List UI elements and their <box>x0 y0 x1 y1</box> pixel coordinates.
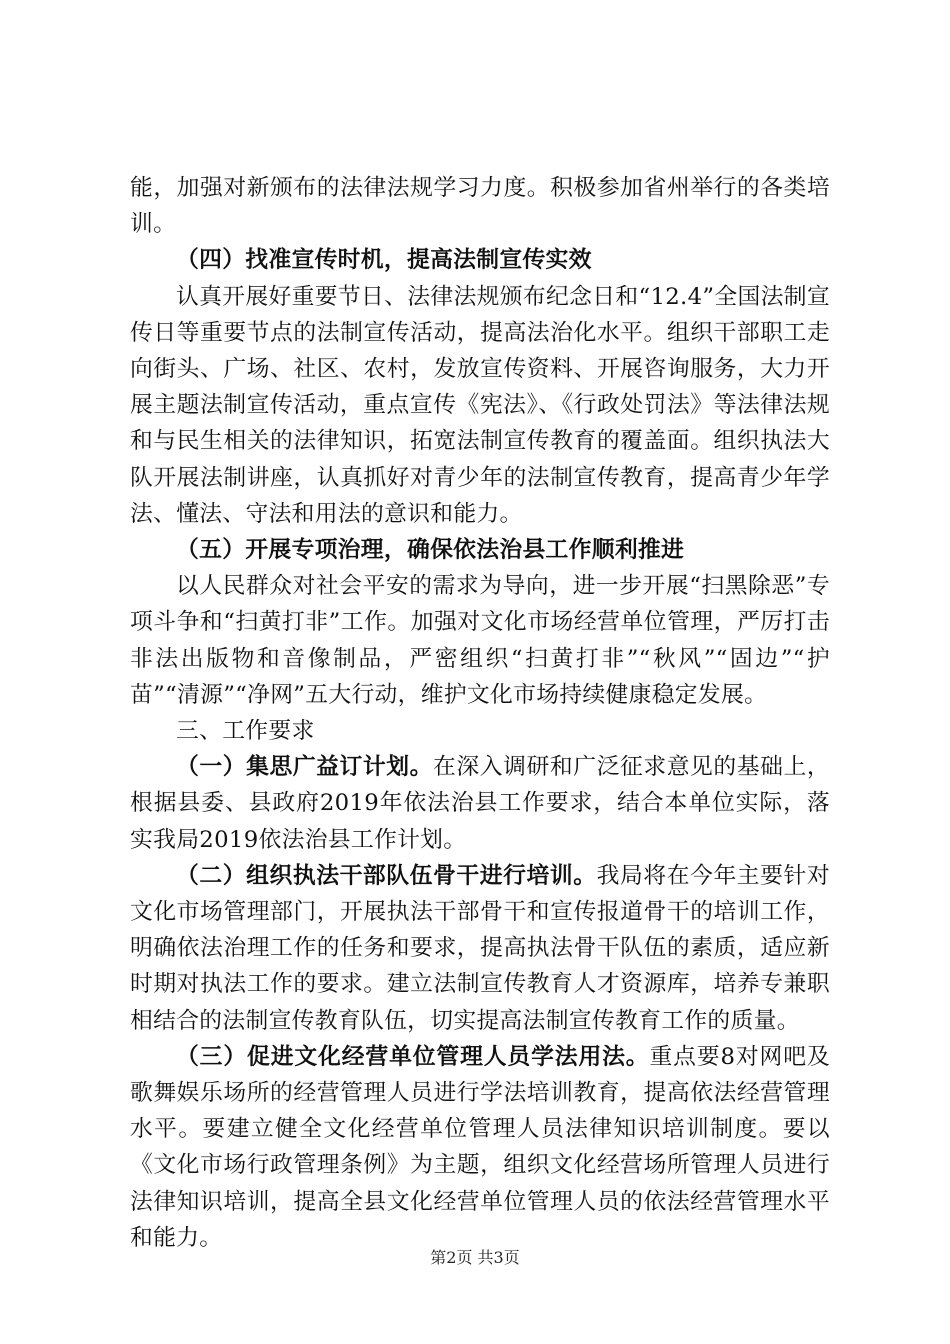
requirement-2-lead: （二）组织执法干部队伍骨干进行培训。 <box>176 862 597 889</box>
paragraph-continuation: 能，加强对新颁布的法律法规学习力度。积极参加省州举行的各类培训。 <box>130 175 830 238</box>
requirement-2 <box>130 858 830 1039</box>
paragraph-publicity: 认真开展好重要节日、法律法规颁布纪念日和“12.4”全国法制宣传日等重要节点的法制宣传活动，提高法治化水平。组织干部职工走向街头、广场、社区、农村，发放宣传资料、开展咨询服务，大力开展主题法制宣传活动，重点宣传《宪法》、《行政处罚法》等法律法规和与民生相关的法律知识，拓宽法制宣传教育的覆盖面。组织执法大队开展法制讲座，认真抓好对青少年的法制宣传教育，提高青少年学法、懂法、守法和用法的意识和能力。 <box>130 283 830 527</box>
requirement-2-text: 我局将在今年主要针对文化市场管理部门，开展执法干部骨干和宣传报道骨干的培训工作，明确依法治理工作的任务和要求，提高执法骨干队伍的素质，适应新时期对执法工作的要求。建立法制宣传教育人才资源库，培养专兼职相结合的法制宣传教育队伍，切实提高法制宣传教育工作的质量。 <box>130 862 831 1034</box>
paragraph-special-governance: 以人民群众对社会平安的需求为导向，进一步开展“扫黑除恶”专项斗争和“扫黄打非”工作。加强对文化市场经营单位管理，严厉打击非法出版物和音像制品，严密组织“扫黄打非”“秋风”“固边”“护苗”“清源”“净网”五大行动，维护文化市场持续健康稳定发展。 <box>130 573 830 708</box>
document-body <box>130 170 830 1256</box>
requirement-3 <box>130 1039 830 1256</box>
requirement-1-lead: （一）集思广益订计划。 <box>176 754 434 781</box>
page-number-footer: 第2页 共3页 <box>430 1248 520 1267</box>
requirement-3-lead: （三）促进文化经营单位管理人员学法用法。 <box>176 1043 650 1070</box>
requirement-1 <box>130 749 830 858</box>
section-heading-requirements: 三、工作要求 <box>176 718 315 745</box>
requirement-1-text: 在深入调研和广泛征求意见的基础上，根据县委、县政府2019年依法治县工作要求，结合本单位实际，落实我局2019依法治县工作计划。 <box>130 754 830 853</box>
section-heading-4: （四）找准宣传时机，提高法制宣传实效 <box>176 247 592 274</box>
requirement-3-text: 重点要8对网吧及歌舞娱乐场所的经营管理人员进行学法培训教育，提高依法经营管理水平。要建立健全文化经营单位管理人员法律知识培训制度。要以《文化市场行政管理条例》为主题，组织文化经营场所管理人员进行法律知识培训，提高全县文化经营单位管理人员的依法经营管理水平和能力。 <box>130 1043 831 1251</box>
section-heading-5: （五）开展专项治理，确保依法治县工作顺利推进 <box>176 537 685 564</box>
